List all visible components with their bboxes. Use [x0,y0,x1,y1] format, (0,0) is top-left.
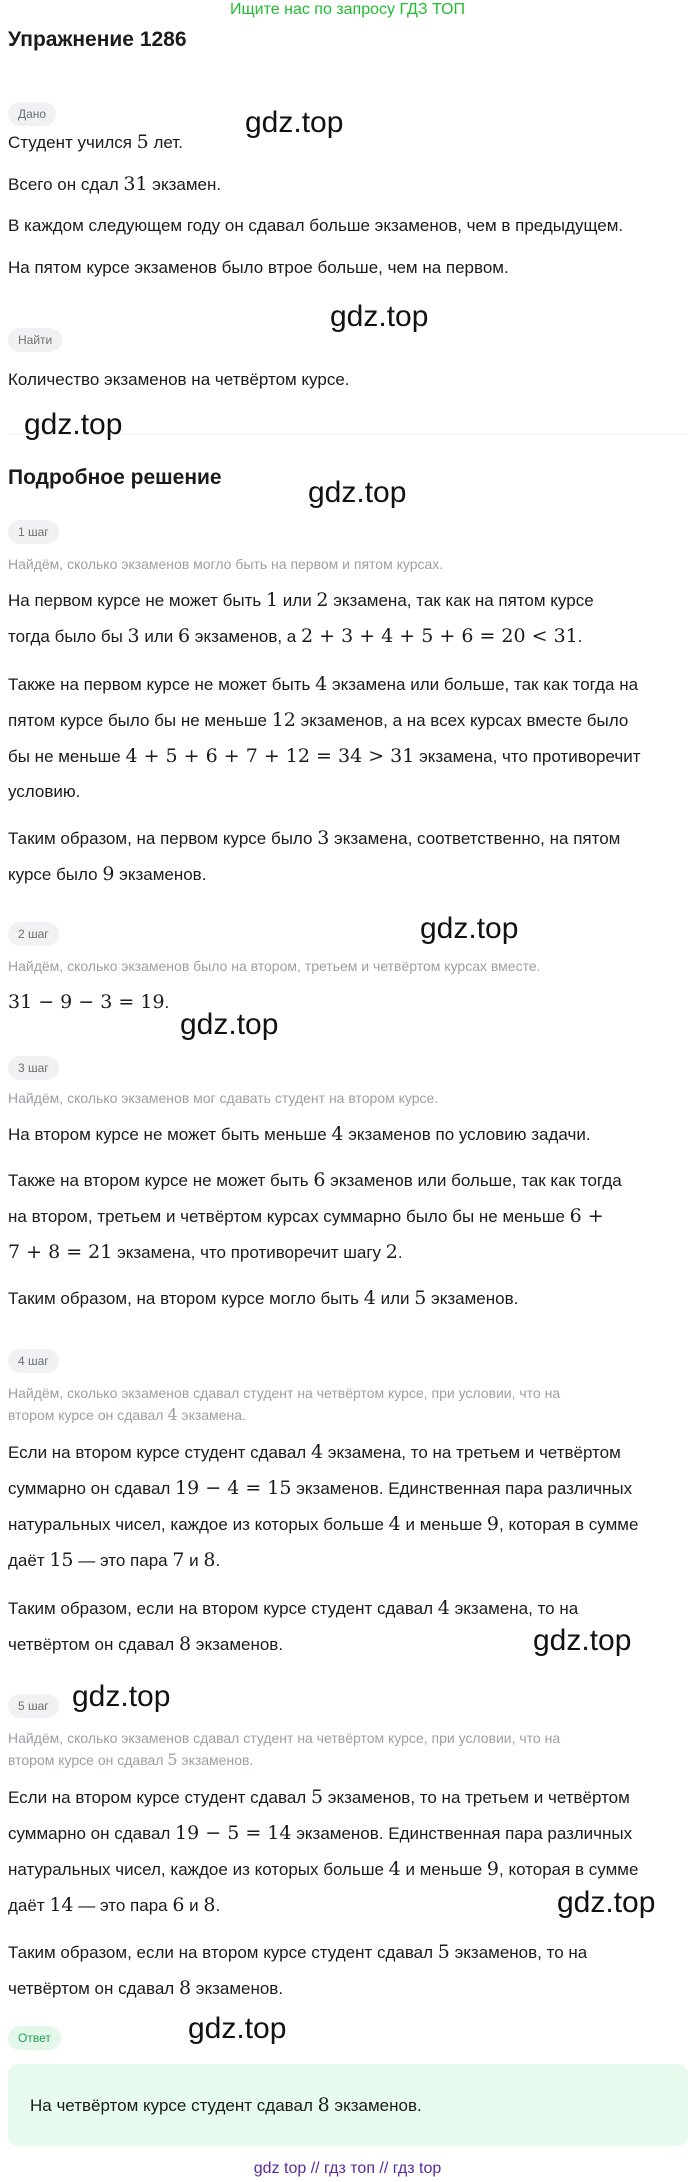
math-expr: 2 [385,1241,398,1263]
math-expr: 5 [414,1287,427,1309]
answer-text: На четвёртом курсе студент сдавал 8 экзаменов. [30,2094,422,2116]
step-line: суммарно он сдавал 19 − 5 = 14 экзаменов. Единственная пара различных [8,1822,633,1844]
step-1-badge: 1 шаг [8,520,59,544]
math-expr: 4 [388,1858,401,1880]
math-expr: 1 [265,589,279,611]
watermark: gdz.top [188,2012,287,2045]
math-expr: 4 [363,1287,376,1309]
step-line: Если на втором курсе студент сдавал 5 экзаменов, то на третьем и четвёртом [8,1786,630,1808]
math-expr: 2 [316,589,329,611]
step-line: Если на втором курсе студент сдавал 4 экзамена, то на третьем и четвёртом [8,1441,621,1463]
watermark: gdz.top [533,1624,632,1657]
math-expr: 31 − 9 − 3 = 19 [8,991,165,1013]
step-line: суммарно он сдавал 19 − 4 = 15 экзаменов. Единственная пара различных [8,1477,633,1499]
math-expr: 7 [172,1549,185,1571]
math-expr: 6 [177,625,191,647]
math-expr: 7 + 8 = 21 [8,1241,113,1263]
math-expr: 8 [203,1894,216,1916]
solution-title: Подробное решение [8,466,222,489]
step-2-badge: 2 шаг [8,922,59,946]
step-line: четвёртом он сдавал 8 экзаменов. [8,1633,284,1655]
step-line: пятом курсе было бы не меньше 12 экзаменов, а на всех курсах вместе было [8,709,629,731]
math-expr: 8 [317,2094,330,2116]
math-expr: 3 [127,625,140,647]
watermark: gdz.top [330,300,429,333]
math-expr: 5 [167,1750,178,1769]
step-line: На первом курсе не может быть 1 или 2 экзамена, так как на пятом курсе [8,589,594,611]
step-5-badge: 5 шаг [8,1694,59,1718]
math-expr: 8 [178,1633,192,1655]
step-line: тогда было бы 3 или 6 экзаменов, а 2 + 3 + 4 + 5 + 6 = 20 < 31. [8,625,583,647]
math-expr: 5 [437,1941,450,1963]
step-line: 7 + 8 = 21 экзамена, что противоречит шагу 2. [8,1241,403,1263]
math-expr: 8 [203,1549,216,1571]
step-3-hint: Найдём, сколько экзаменов мог сдавать студент на втором курсе. [8,1090,439,1106]
step-line: 31 − 9 − 3 = 19. [8,991,170,1013]
given-line: Студент учился 5 лет. [8,131,183,153]
math-expr: 4 [388,1513,401,1535]
watermark: gdz.top [180,1008,279,1041]
step-line: На втором курсе не может быть меньше 4 экзаменов по условию задачи. [8,1123,591,1145]
math-expr: 3 [317,827,330,849]
math-expr: 15 [49,1549,74,1571]
step-line: условию. [8,782,81,801]
math-expr: 12 [271,709,296,731]
step-1-hint: Найдём, сколько экзаменов могло быть на первом и пятом курсах. [8,556,444,572]
given-badge: Дано [8,102,56,126]
step-line: Таким образом, если на втором курсе студент сдавал 5 экзаменов, то на [8,1941,588,1963]
answer-badge: Ответ [8,2026,61,2050]
step-line: даёт 14 — это пара 6 и 8. [8,1894,221,1916]
step-line: даёт 15 — это пара 7 и 8. [8,1549,221,1571]
step-line: бы не меньше 4 + 5 + 6 + 7 + 12 = 34 > 31 экзамена, что противоречит [8,745,641,767]
watermark: gdz.top [308,476,407,509]
step-line: натуральных чисел, каждое из которых больше 4 и меньше 9, которая в сумме [8,1513,639,1535]
given-line: В каждом следующем году он сдавал больше экзаменов, чем в предыдущем. [8,216,624,235]
step-line: Таким образом, на первом курсе было 3 экзамена, соответственно, на пятом [8,827,621,849]
math-expr: 9 [486,1858,499,1880]
step-2-hint: Найдём, сколько экзаменов было на втором, третьем и четвёртом курсах вместе. [8,958,541,974]
math-expr: 6 [313,1169,326,1191]
math-expr: 6 [172,1894,185,1916]
watermark: gdz.top [245,106,344,139]
promo-banner[interactable]: Ищите нас по запросу ГДЗ ТОП [230,1,465,18]
step-4-hint: Найдём, сколько экзаменов сдавал студент на четвёртом курсе, при условии, что на [8,1385,561,1401]
answer-box [8,2064,688,2146]
step-line: натуральных чисел, каждое из которых больше 4 и меньше 9, которая в сумме [8,1858,639,1880]
math-expr: 6 + [569,1205,604,1227]
watermark: gdz.top [72,1680,171,1713]
step-3-badge: 3 шаг [8,1056,59,1080]
page-title: Упражнение 1286 [8,28,187,51]
footer-links[interactable]: gdz top // гдз топ // гдз top [253,2160,442,2177]
step-line: курсе было 9 экзаменов. [8,863,207,885]
step-line: Также на втором курсе не может быть 6 экзаменов или больше, так как тогда [8,1169,622,1191]
math-expr: 4 [331,1123,344,1145]
watermark: gdz.top [420,912,519,945]
given-line: На пятом курсе экзаменов было втрое больше, чем на первом. [8,258,509,277]
math-expr: 8 [178,1977,192,1999]
step-5-hint: втором курсе он сдавал 5 экзаменов. [8,1750,254,1769]
math-expr: 31 [123,173,148,195]
math-expr: 4 + 5 + 6 + 7 + 12 = 34 > 31 [125,745,415,767]
step-4-hint: втором курсе он сдавал 4 экзамена. [8,1405,246,1424]
math-expr: 4 [167,1405,178,1424]
step-line: Таким образом, на втором курсе могло быть 4 или 5 экзаменов. [8,1287,519,1309]
math-expr: 19 − 5 = 14 [175,1822,292,1844]
step-5-hint: Найдём, сколько экзаменов сдавал студент на четвёртом курсе, при условии, что на [8,1730,561,1746]
step-line: на втором, третьем и четвёртом курсах суммарно было бы не меньше 6 + [8,1205,604,1227]
math-expr: 5 [136,131,149,153]
step-line: Таким образом, если на втором курсе студент сдавал 4 экзамена, то на [8,1597,579,1619]
math-expr: 4 [315,673,328,695]
math-expr: 9 [102,863,115,885]
watermark: gdz.top [24,408,123,441]
step-line: четвёртом он сдавал 8 экзаменов. [8,1977,284,1999]
step-line: Также на первом курсе не может быть 4 экзамена или больше, так как тогда на [8,673,639,695]
math-expr: 19 − 4 = 15 [175,1477,292,1499]
step-4-badge: 4 шаг [8,1349,59,1373]
math-expr: 9 [486,1513,499,1535]
math-expr: 4 [310,1441,324,1463]
find-line: Количество экзаменов на четвёртом курсе. [8,370,350,389]
math-expr: 2 + 3 + 4 + 5 + 6 = 20 < 31 [300,625,578,647]
given-line: Всего он сдал 31 экзамен. [8,173,222,195]
find-badge: Найти [8,328,62,352]
watermark: gdz.top [557,1886,656,1919]
math-expr: 4 [437,1597,450,1619]
math-expr: 5 [310,1786,324,1808]
math-expr: 14 [49,1894,74,1916]
